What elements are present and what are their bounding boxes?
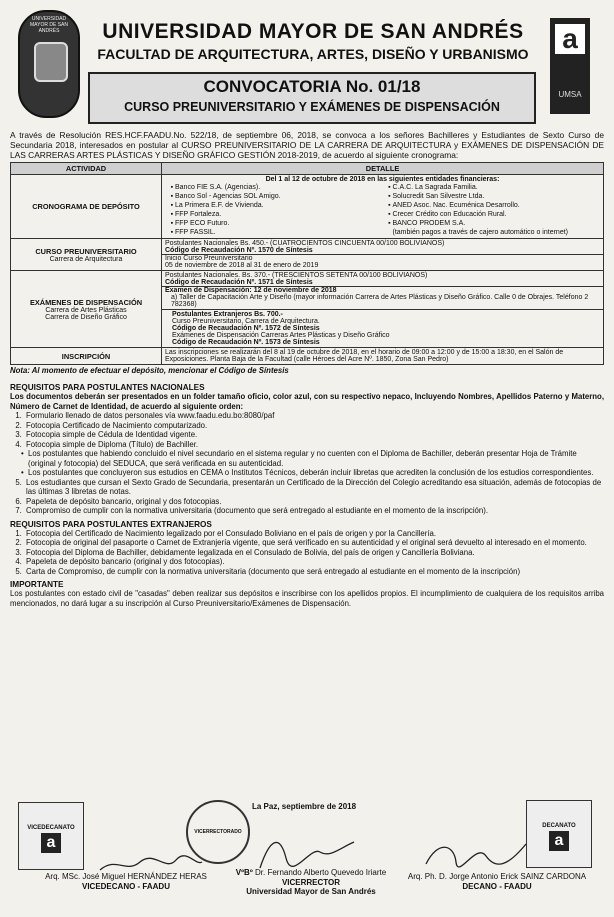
schedule-table: ACTIVIDAD DETALLE CRONOGRAMA DE DEPÓSITO Del 1 al 12 de octubre de 2018 en las siguientes entidades financieras: ▪ Banco FIE S.A. (Agencias). ▪ Banco Sol - Agencias SOL Amigo. ▪ La Primera E.F. de Vivienda. ▪ FFP Fortaleza. ▪ FFP ECO Futuro. ▪ FFP FASSIL. ▪ C.A.C. La Sagrada Familia. ▪ Solucredit San Silvestre Ltda. ▪ ANED Asoc. Nac. Ecuménica Desarrollo. ▪ Crecer Crédito con Educación Rural. ▪ BANCO PRODEM S.A. (también pagos a través de cajero automático o internet) CURSO PREUNIVERSITARIO Carrera de Arquitectura Postulantes Nacionales Bs. 450.- (CUATROCIENTOS CINCUENTA 00/100 BOLIVIANOS) Código de Recaudación Nº. 1570 de Síntesis Inicio Curso Preuniversitario 05 de noviembre de 2018 al 31 de enero de 2019 EXÁMENES DE DISPENSACIÓN Carrera de Artes Plásticas Carrera de Diseño Gráfico Postulantes Nacionales. Bs. 370.- (TRESCIENTOS SETENTA 00/100 BOLIVIANOS) Código de Recaudación Nº. 1571 de Síntesis Examen de Dispensación: 12 de noviembre de 2018 a) Taller de Capacitación Arte y Diseño (mayor información Carrera de Artes Plásticas y Diseño Gráfico. Calle 0 de Obrajes. Teléfono 2 782368) Postulantes Extranjeros Bs. 700.- Curso Preuniversitario, Carrera de Arquitectura. Código de Recaudación Nº. 1572 de Síntesis Exámenes de Dispensación Carreras Artes Plásticas y Diseño Gráfico Código de Recaudación Nº. 1573 de Síntesis INSCRIPCIÓN Las inscripciones se realizarán del 8 al 19 de octubre de 2018, en el horario de 09:00 a 12:00 y de 15:00 a 18:30, en el Salón de Exposiciones. Planta Baja de la Facultad (calle Héroes del Acre Nº. 1850, Zona San Pedro) — [10, 162, 604, 365]
university-name: UNIVERSIDAD MAYOR DE SAN ANDRÉS — [102, 20, 524, 43]
banks-left: ▪ Banco FIE S.A. (Agencias). ▪ Banco Sol - Agencias SOL Amigo. ▪ La Primera E.F. de Vivienda. ▪ FFP Fortaleza. ▪ FFP ECO Futuro. ▪ FFP FASSIL. — [165, 183, 383, 237]
signature-block-vicedecano: Arq. MSc. José Miguel HERNÁNDEZ HERAS VICEDECANO - FAADU — [45, 872, 207, 891]
call-title: CONVOCATORIA No. 01/18 — [203, 77, 421, 96]
foreign-requirements-title: REQUISITOS PARA POSTULANTES EXTRANJEROS — [10, 519, 212, 529]
signature-block-decano: Arq. Ph. D. Jorge Antonio Erick SAINZ CARDONA DECANO - FAADU — [407, 872, 587, 891]
banks-right: ▪ C.A.C. La Sagrada Familia. ▪ Solucredit San Silvestre Ltda. ▪ ANED Asoc. Nac. Ecuménica Desarrollo. ▪ Crecer Crédito con Educación Rural. ▪ BANCO PRODEM S.A. (también pagos a través de cajero automático o internet) — [383, 183, 601, 237]
col-detail: DETALLE — [162, 163, 604, 175]
national-requirements-list: 1. Formulario llenado de datos personales vía www.faadu.edu.bo:8080/paf 2. Fotocopia Certificado de Nacimiento computarizado. 3. Fotocopia simple de Cédula de Identidad vigente. 4. Fotocopia simple de Diploma (Título) de Bachiller. — [10, 411, 604, 449]
intro-paragraph: A través de Resolución RES.HCF.FAADU.No. 522/18, de septiembre 06, 2018, se convoca a los señores Bachilleres y Estudiantes de Sexto Curso de Secundaria 2018, interesados en postular al CURSO PREUNIVERSITARIO DE LA CARRERA DE ARQUITECTURA y EXÁMENES DE DISPENSACIÓN DE LAS CARRERAS ARTES PLÁSTICAS Y DISEÑO GRÁFICO GESTIÓN 2018-2019, de acuerdo al siguiente cronograma: — [10, 130, 604, 160]
university-seal-icon: UNIVERSIDAD MAYOR DE SAN ANDRÉS — [18, 10, 80, 118]
foreign-requirements-list: 1. Fotocopia del Certificado de Nacimiento legalizado por el Consulado Boliviano en el país de origen y por la Cancillería. 2. Fotocopia de original del pasaporte o Carnet de Extranjería vigente, que será verificado en su autenticidad y el original será devuelto al interesado en el momento. 3. Fotocopia del Diploma de Bachiller, debidamente legalizada en el Consulado de Bolivia, del país de origen y Cancillería Boliviana. 4. Papeleta de depósito bancario (original y dos fotocopias). 5. Carta de Compromiso, de cumplir con la normativa universitaria (documento que será entregado al estudiante en el momento de la inscripción) — [10, 529, 604, 577]
national-requirements-title: REQUISITOS PARA POSTULANTES NACIONALES — [10, 383, 205, 392]
date-line: La Paz, septiembre de 2018 — [252, 802, 357, 811]
header — [10, 6, 604, 124]
page: UNIVERSIDAD MAYOR DE SAN ANDRÉS UNIVERSIDAD MAYOR DE SAN ANDRÉS FACULTAD DE ARQUITECTURA, ARTES, DISEÑO Y URBANISMO CONVOCATORIA No. 01/18 CURSO PREUNIVERSITARIO Y EXÁMENES DE DISPENSACIÓN a UMSA A través de Resolución RES.HCF.FAADU.No. 522/18, de septiembre 06, 2018, se convoca a los señores Bachilleres y Estudiantes de Sexto Curso de Secundaria 2018, interesados en postular al CURSO PREUNIVERSITARIO DE LA CARRERA DE ARQUITECTURA y EXÁMENES DE DISPENSACIÓN DE LAS CARRERAS ARTES PLÁSTICAS Y DISEÑO GRÁFICO GESTIÓN 2018-2019, de acuerdo al siguiente cronograma: ACTIVIDAD DETALLE CRONOGRAMA DE DEPÓSITO Del 1 al 12 de octubre de 2018 en las siguientes entidades financieras: ▪ Banco FIE S.A. (Agencias). ▪ Banco Sol - Agencias SOL Amigo. ▪ La Primera E.F. de Vivienda. ▪ FFP Fortaleza. ▪ FFP ECO Futuro. ▪ FFP FASSIL. ▪ C.A.C. La Sagrada Familia. ▪ Solucredit San Silvestre Ltda. ▪ ANED Asoc. Nac. Ecuménica Desarrollo. ▪ Crecer Crédito con Educación Rural. ▪ BANCO PRODEM S.A. (también pagos a través de cajero automático o internet) CURSO PREUNIVERSITARIO Carrera de Arquitectura Postulantes Nacionales Bs. 450.- (CUATROCIENTOS CINCUENTA 00/100 BOLIVIANOS) Código de Recaudación Nº. 1570 de Síntesis Inicio Curso Preuniversitario 05 de noviembre de 2018 al 31 de enero de 2019 EXÁMENES DE DISPENSACIÓN Carrera de Artes Plásticas Carrera de Diseño Gráfico Postulantes Nacionales. Bs. 370.- (TRESCIENTOS SETENTA 00/100 BOLIVIANOS) Código de Recaudación Nº. 1571 de Síntesis Examen de Dispensación: 12 de noviembre de 2018 a) Taller de Capacitación Arte y Diseño (mayor información Carrera de Artes Plásticas y Diseño Gráfico. Calle 0 de Obrajes. Teléfono 2 782368) Postulantes Extranjeros Bs. 700.- Curso Preuniversitario, Carrera de Arquitectura. Código de Recaudación Nº. 1572 de Síntesis Exámenes de Dispensación Carreras Artes Plásticas y Diseño Gráfico Código de Recaudación Nº. 1573 de Síntesis INSCRIPCIÓN Las inscripciones se realizarán del 8 al 19 de octubre de 2018, en el horario de 09:00 a 12:00 y de 15:00 a 18:30, en el Salón de Exposiciones. Planta Baja de la Facultad (calle Héroes del Acre Nº. 1850, Zona San Pedro) Nota: Al momento de efectuar el depósito, mencionar el Código de Síntesis REQUISITOS PARA POSTULANTES NACIONALES Los documentos deberán ser presentados en un folder tamaño oficio, color azul, con su respectivo nepaco, Incluyendo Nombres, Apellidos Paterno y Materno, Número de Carnet de Identidad, de acuerdo al siguiente orden: 1. Formulario llenado de datos personales vía www.faadu.edu.bo:8080/paf 2. Fotocopia Certificado de Nacimiento computarizado. 3. Fotocopia simple de Cédula de Identidad vigente. 4. Fotocopia simple de Diploma (Título) de Bachiller. • Los postulantes que habiendo concluido el nivel secundario en el sistema regular y no cuenten con el Diploma de Bachiller, deberán presentar Hoja de Trámite (original y fotocopia) del SEDUCA, que será verificada en su autenticidad. • Los postulantes que concluyeron sus estudios en CEMA o Institutos Técnicos, deberán incluir libretas que acrediten la conclusión de los estudios correspondientes. 5. Los estudiantes que cursan el Sexto Grado de Secundaria, presentarán un Certificado de la Dirección del Colegio acreditando esa situación, además de fotocopias de las últimas 3 libretas de notas. 6. Papeleta de depósito bancario, original y dos fotocopias. 7. Compromiso de cumplir con la normativa universitaria (documento que será entregado al estudiante en el momento de la inscripción). REQUISITOS PARA POSTULANTES EXTRANJEROS 1. Fotocopia del Certificado de Nacimiento legalizado por el Consulado Boliviano en el país de origen y por la Cancillería. 2. Fotocopia de original del pasaporte o Carnet de Extranjería vigente, que será verificado en su autenticidad y el original será devuelto al interesado en el momento. 3. Fotocopia del Diploma de Bachiller, debidamente legalizada en el Consulado de Bolivia, del país de origen y Cancillería Boliviana. 4. Papeleta de depósito bancario (original y dos fotocopias). 5. Carta de Compromiso, de cumplir con la normativa universitaria (documento que será entregado al estudiante en el momento de la inscripción) IMPORTANTE Los postulantes con estado civil de "casadas" deben realizar sus depósitos e inscribirse con los apellidos propios. El incumplimiento de cualquiera de los requisitos arriba mencionados, no dará lugar a su inscripción al Curso Preuniversitario/Exámenes de Dispensación. VICEDECANATO a VICERRECTORADO La Paz, septiembre de 2018 DECANATO a Arq. MSc. José Miguel HERNÁNDEZ HERAS VICEDECANO - FAADU VºBº Dr. Fernando Alberto Quevedo Iriarte VICERRECTOR Universidad Mayor de San Andrés Arq. Ph. D. Jorge Antonio Erick SAINZ CARDONA DECANO - FAADU — [0, 0, 614, 917]
decanato-stamp-icon: DECANATO a — [526, 800, 592, 868]
vicedecanato-stamp-icon: VICEDECANATO a — [18, 802, 84, 870]
vicerrectorado-stamp-icon: VICERRECTORADO — [186, 800, 250, 864]
important-title: IMPORTANTE — [10, 580, 64, 589]
deposit-note: Nota: Al momento de efectuar el depósito, mencionar el Código de Síntesis — [10, 366, 289, 375]
col-activity: ACTIVIDAD — [11, 163, 162, 175]
call-title-box — [88, 72, 536, 124]
faculty-logo-icon: a UMSA — [550, 18, 590, 114]
national-intro: Los documentos deberán ser presentados en un folder tamaño oficio, color azul, con su respectivo nepaco, Incluyendo Nombres, Apellidos Paterno y Materno, Número de Carnet de Identidad, de acuerdo al siguiente orden: — [10, 392, 604, 411]
signature-vicerrector-icon — [250, 828, 360, 872]
important-text: Los postulantes con estado civil de "casadas" deben realizar sus depósitos e inscribirse con los apellidos propios. El incumplimiento de cualquiera de los requisitos arriba mencionados, no dará lugar a su inscripción al Curso Preuniversitario/Exámenes de Dispensación. — [10, 589, 604, 608]
signature-block-vicerrector: VºBº Dr. Fernando Alberto Quevedo Iriarte VICERRECTOR Universidad Mayor de San Andrés — [235, 868, 387, 896]
faculty-name: FACULTAD DE ARQUITECTURA, ARTES, DISEÑO Y URBANISMO — [97, 46, 529, 62]
call-subtitle: CURSO PREUNIVERSITARIO Y EXÁMENES DE DISPENSACIÓN — [124, 100, 500, 114]
signature-decano-icon — [420, 836, 530, 876]
